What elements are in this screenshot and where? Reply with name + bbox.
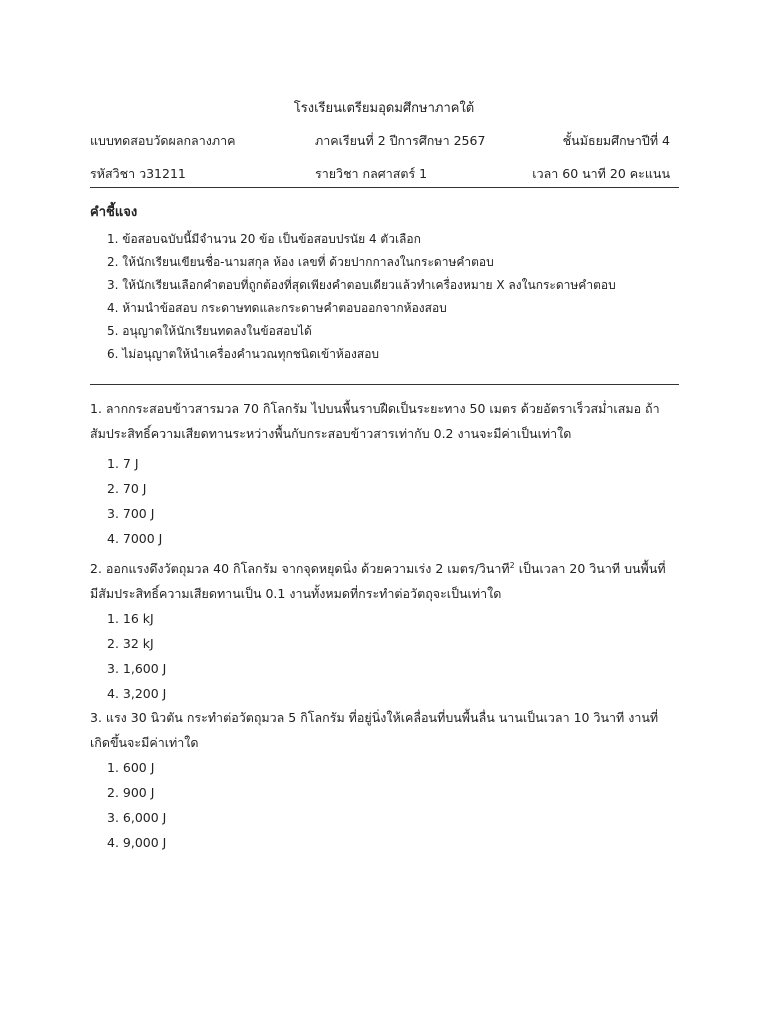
semester-info: ภาคเรียนที่ 2 ปีการศึกษา 2567	[315, 133, 486, 148]
instruction-item: 1. ข้อสอบฉบับนี้มีจำนวน 20 ข้อ เป็นข้อสอบปรนัย 4 ตัวเลือก	[107, 232, 421, 246]
instructions-list	[107, 231, 616, 369]
instruction-item: 2. ให้นักเรียนเขียนชื่อ-นามสกุล ห้อง เลขที่ ด้วยปากกาลงในกระดาษคำตอบ	[107, 255, 494, 269]
instruction-item: 6. ไม่อนุญาตให้นำเครื่องคำนวณทุกชนิดเข้าห้องสอบ	[107, 347, 380, 361]
question-line-part: เป็นเวลา 20 วินาที บนพื้นที่	[514, 561, 666, 577]
question-line: มีสัมประสิทธิ์ความเสียดทานเป็น 0.1 งานทั้งหมดที่กระทำต่อวัตถุจะเป็นเท่าใด	[90, 586, 502, 602]
question-3	[90, 705, 675, 855]
question-line: 1. ลากกระสอบข้าวสารมวล 70 กิโลกรัม ไปบนพื้นราบฝืดเป็นระยะทาง 50 เมตร ด้วยอัตราเร็วสม่ำเสมอ ถ้า	[90, 401, 660, 416]
choice-option: 1. 600 J	[107, 760, 155, 775]
exam-type: แบบทดสอบวัดผลกลางภาค	[90, 133, 236, 148]
choice-option: 2. 900 J	[107, 785, 155, 800]
instruction-item: 4. ห้ามนำข้อสอบ กระดาษทดและกระดาษคำตอบออกจากห้องสอบ	[107, 301, 447, 315]
instructions-heading: คำชี้แจง	[90, 205, 138, 220]
instructions-divider	[90, 384, 679, 385]
instruction-item: 3. ให้นักเรียนเลือกคำตอบที่ถูกต้องที่สุดเพียงคำตอบเดียวแล้วทำเครื่องหมาย X ลงในกระดาษคำตอบ	[107, 278, 616, 292]
school-title: โรงเรียนเตรียมอุดมศึกษาภาคใต้	[293, 101, 475, 116]
choice-option: 3. 1,600 J	[107, 661, 167, 677]
header-divider	[90, 187, 679, 188]
question-1	[90, 396, 675, 551]
question-2	[90, 553, 675, 706]
choice-option: 1. 16 kJ	[107, 611, 154, 627]
question-line-part: 2. ออกแรงดึงวัตถุมวล 40 กิโลกรัม จากจุดหยุดนิ่ง ด้วยความเร่ง 2 เมตร/วินาที	[90, 561, 510, 577]
choice-option: 4. 9,000 J	[107, 835, 167, 850]
question-line	[90, 553, 675, 581]
time-and-score: เวลา 60 นาที 20 คะแนน	[532, 166, 670, 181]
question-text	[90, 553, 675, 606]
instruction-item: 5. อนุญาตให้นักเรียนทดลงในข้อสอบได้	[107, 324, 312, 338]
question-line: สัมประสิทธิ์ความเสียดทานระหว่างพื้นกับกระสอบข้าวสารเท่ากับ 0.2 งานจะมีค่าเป็นเท่าใด	[90, 426, 572, 441]
question-text	[90, 396, 675, 446]
choice-option: 2. 70 J	[107, 481, 147, 496]
course-code: รหัสวิชา ว31211	[90, 166, 186, 181]
course-name: รายวิชา กลศาสตร์ 1	[315, 166, 428, 181]
choice-list	[90, 755, 675, 855]
choice-option: 3. 700 J	[107, 506, 155, 521]
choice-option: 1. 7 J	[107, 456, 139, 471]
question-text	[90, 705, 675, 755]
choice-option: 2. 32 kJ	[107, 636, 154, 652]
exponent: 2	[509, 561, 515, 570]
choice-option: 4. 7000 J	[107, 531, 163, 546]
choice-list	[90, 451, 675, 551]
question-line: เกิดขึ้นจะมีค่าเท่าใด	[90, 735, 199, 750]
choice-option: 4. 3,200 J	[107, 686, 167, 702]
grade-level: ชั้นมัธยมศึกษาปีที่ 4	[562, 133, 670, 148]
question-line: 3. แรง 30 นิวตัน กระทำต่อวัตถุมวล 5 กิโลกรัม ที่อยู่นิ่งให้เคลื่อนที่บนพื้นลื่น นานเป็นเวลา 10 วินาที งานที่	[90, 710, 659, 725]
choice-list	[90, 606, 675, 706]
choice-option: 3. 6,000 J	[107, 810, 167, 825]
